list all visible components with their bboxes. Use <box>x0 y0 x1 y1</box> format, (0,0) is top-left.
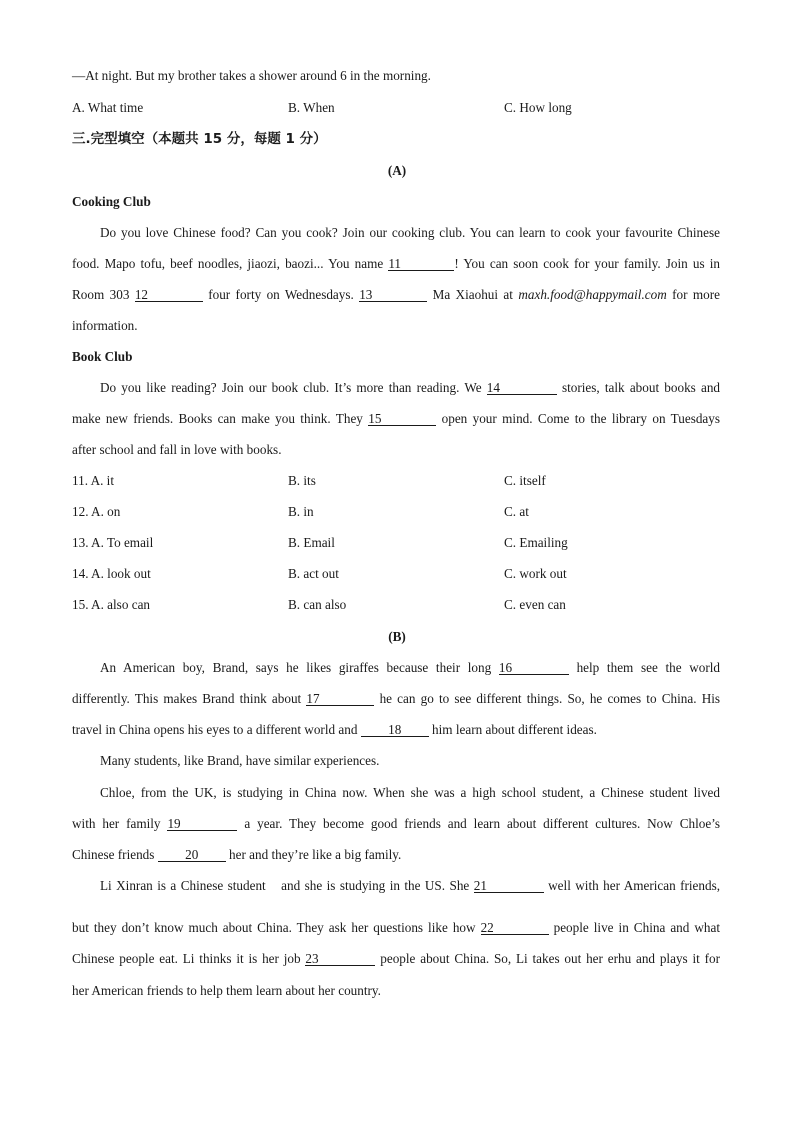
part-a-label: (A) <box>387 163 407 178</box>
li-para-line-4: her American friends to help them learn about her country. <box>72 983 381 998</box>
text: her and they’re like a big family. <box>229 847 402 862</box>
text: differently. This makes Brand think about <box>72 691 302 706</box>
blank-18[interactable]: 18 <box>361 723 429 737</box>
blank-19[interactable]: 19 <box>167 817 237 831</box>
blank-14[interactable]: 14 <box>487 381 557 395</box>
blank-16[interactable]: 16 <box>499 661 569 675</box>
text: travel in China opens his eyes to a different world and <box>72 722 358 737</box>
text: Do you like reading? Join our book club. It’s more than reading. We <box>100 380 482 395</box>
text: help them see the world <box>576 660 721 675</box>
q15-option-b[interactable]: B. can also <box>288 597 347 612</box>
q11-option-a[interactable]: 11. A. it <box>72 473 115 488</box>
chloe-para-line-3 <box>72 847 401 863</box>
chloe-para-line-2 <box>72 816 720 832</box>
cooking-para-line-3 <box>72 287 720 303</box>
blank-15[interactable]: 15 <box>368 412 436 426</box>
text: people about China. So, Li takes out her erhu and plays it for <box>380 951 721 966</box>
book-para-line-1 <box>100 380 720 396</box>
text: ! You can soon cook for your family. Join us in <box>454 256 720 271</box>
blank-20[interactable]: 20 <box>158 848 226 862</box>
option-b: B. When <box>288 100 335 115</box>
blank-11[interactable]: 11 <box>388 257 454 271</box>
text: Chinese friends <box>72 847 155 862</box>
book-para-line-2 <box>72 411 720 427</box>
q15-option-a[interactable]: 15. A. also can <box>72 597 151 612</box>
q14-option-c[interactable]: C. work out <box>504 566 567 581</box>
text: he can go to see different things. So, he comes to China. His <box>379 691 721 706</box>
blank-23[interactable]: 23 <box>305 952 375 966</box>
text: well with her American friends, <box>548 878 721 893</box>
q15-option-c[interactable]: C. even can <box>504 597 566 612</box>
text: Ma Xiaohui at <box>432 287 513 302</box>
blank-12[interactable]: 12 <box>135 288 203 302</box>
text: Room 303 <box>72 287 130 302</box>
option-c: C. How long <box>504 100 572 115</box>
q14-option-a[interactable]: 14. A. look out <box>72 566 151 581</box>
option-a: A. What time <box>72 100 144 115</box>
text: open your mind. Come to the library on Tuesdays <box>441 411 720 426</box>
blank-13[interactable]: 13 <box>359 288 427 302</box>
q11-option-b[interactable]: B. its <box>288 473 316 488</box>
part-b-label: (B) <box>388 629 406 644</box>
text: Li Xinran is a Chinese student and she is studying in the US. She <box>100 878 470 893</box>
text: four forty on Wednesdays. <box>208 287 354 302</box>
q12-option-c[interactable]: C. at <box>504 504 529 519</box>
text: stories, talk about books and <box>561 380 721 395</box>
q13-option-c[interactable]: C. Emailing <box>504 535 568 550</box>
blank-17[interactable]: 17 <box>306 692 374 706</box>
li-para-line-1 <box>100 878 720 894</box>
text: but they don’t know much about China. They ask her questions like how <box>72 920 476 935</box>
text: food. Mapo tofu, beef noodles, jiaozi, baozi... You name <box>72 256 384 271</box>
text: An American boy, Brand, says he likes giraffes because their long <box>100 660 492 675</box>
brand-para-line-1 <box>100 660 720 676</box>
text: a year. They become good friends and learn about different cultures. Now Chloe’s <box>244 816 720 831</box>
chloe-para-line-1: Chloe, from the UK, is studying in China now. When she was a high school student, a Chinese student lived <box>100 785 720 800</box>
text: for more <box>672 287 720 302</box>
similar-experiences-line: Many students, like Brand, have similar experiences. <box>100 753 380 768</box>
email-address: maxh.food@happymail.com <box>518 287 667 302</box>
brand-para-line-2 <box>72 691 720 707</box>
q13-option-b[interactable]: B. Email <box>288 535 335 550</box>
q14-option-b[interactable]: B. act out <box>288 566 339 581</box>
q13-option-a[interactable]: 13. A. To email <box>72 535 154 550</box>
blank-22[interactable]: 22 <box>481 921 549 935</box>
q12-option-a[interactable]: 12. A. on <box>72 504 121 519</box>
cooking-para-line-4: information. <box>72 318 138 333</box>
brand-para-line-3 <box>72 722 597 738</box>
q11-option-c[interactable]: C. itself <box>504 473 546 488</box>
blank-21[interactable]: 21 <box>474 879 544 893</box>
book-para-line-3: after school and fall in love with books. <box>72 442 282 457</box>
cooking-club-title: Cooking Club <box>72 194 151 209</box>
q12-option-b[interactable]: B. in <box>288 504 314 519</box>
dialogue-answer: —At night. But my brother takes a shower around 6 in the morning. <box>72 68 431 83</box>
li-para-line-3 <box>72 951 720 967</box>
text: him learn about different ideas. <box>432 722 597 737</box>
text: Chinese people eat. Li thinks it is her job <box>72 951 301 966</box>
text: people live in China and what <box>553 920 721 935</box>
book-club-title: Book Club <box>72 349 133 364</box>
li-para-line-2 <box>72 920 720 936</box>
cooking-para-line-1: Do you love Chinese food? Can you cook? Join our cooking club. You can learn to cook your favourite Chinese <box>100 225 720 240</box>
text: make new friends. Books can make you think. They <box>72 411 363 426</box>
section-heading: 三.完型填空（本题共 15 分，每题 1 分） <box>72 131 327 147</box>
text: with her family <box>72 816 161 831</box>
cooking-para-line-2 <box>72 256 720 272</box>
